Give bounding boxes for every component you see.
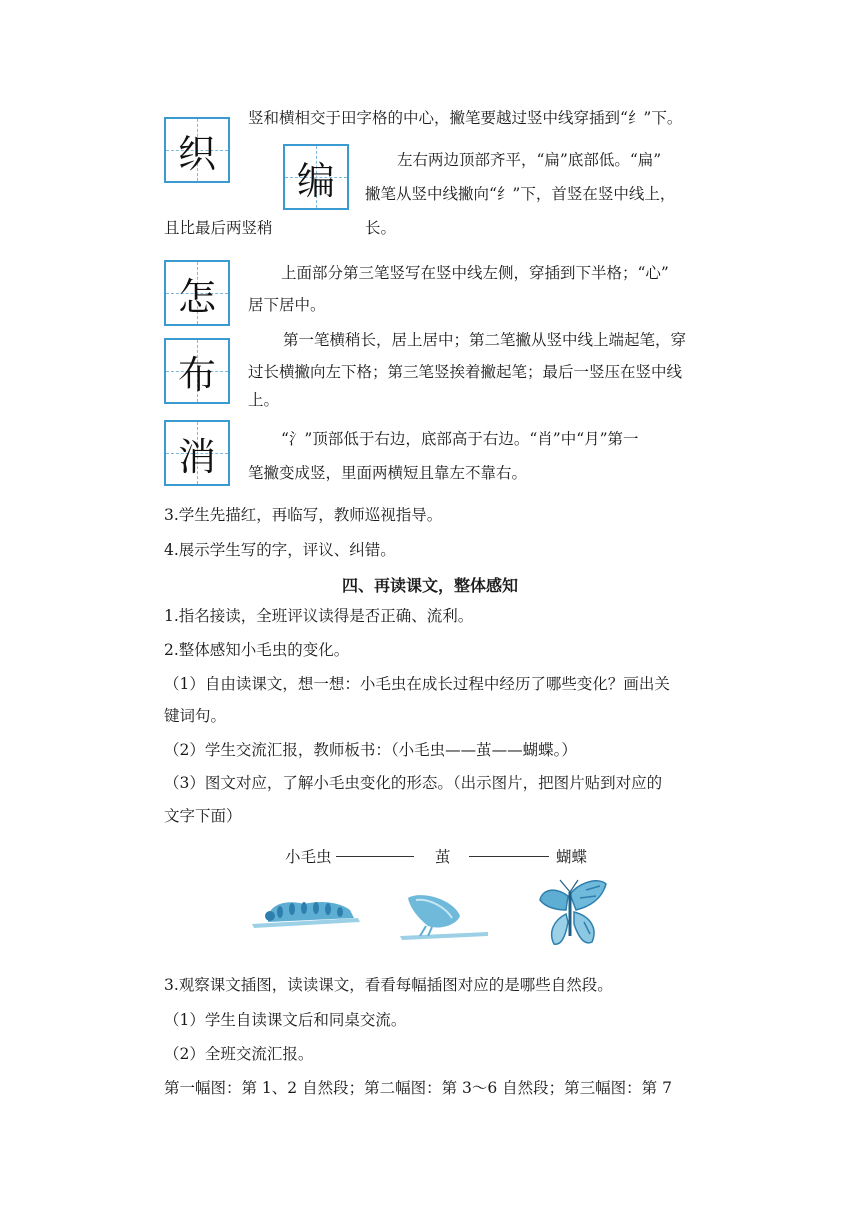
xiao-text-1: “氵”顶部低于右边，底部高于右边。“肖”中“月”第一 [281, 430, 639, 448]
section-heading: 四、再读课文，整体感知 [341, 576, 518, 595]
stage-caterpillar: 小毛虫 [285, 848, 332, 866]
char-zhi: 织 [177, 131, 216, 176]
char-xiao: 消 [177, 434, 216, 479]
char-bian: 编 [296, 158, 335, 203]
bu-text-2: 过长横撇向左下格；第三笔竖挨着撇起笔；最后一竖压在竖中线 [248, 363, 683, 381]
char-box-bu [164, 338, 230, 404]
stage-butterfly: 蝴蝶 [556, 848, 588, 866]
step-3: 3.学生先描红，再临写，教师巡视指导。 [164, 506, 443, 524]
butterfly-illustration [530, 876, 610, 956]
para-2-3a: （3）图文对应，了解小毛虫变化的形态。（出示图片，把图片贴到对应的 [164, 774, 663, 792]
para-2-1b: 键词句。 [164, 707, 227, 725]
para-3-1: （1）学生自读课文后和同桌交流。 [164, 1011, 407, 1029]
zen-text-1: 上面部分第三笔竖写在竖中线左侧，穿插到下半格；“心” [281, 264, 669, 282]
stage-cocoon: 茧 [435, 848, 451, 866]
cocoon-illustration [398, 886, 490, 942]
para-3-2: （2）全班交流汇报。 [164, 1045, 314, 1063]
para-2-2: （2）学生交流汇报，教师板书：（小毛虫——茧——蝴蝶。） [164, 741, 577, 759]
bian-text-3a: 且比最后两竖稍 [164, 219, 273, 237]
stage-line-1 [336, 856, 414, 857]
para-2-1a: （1）自由读课文，想一想：小毛虫在成长过程中经历了哪些变化？画出关 [164, 675, 670, 693]
char-box-zhi [164, 117, 230, 183]
bian-text-1: 左右两边顶部齐平，“扁”底部低。“扁” [397, 151, 662, 169]
bu-text-1: 第一笔横稍长，居上居中；第二笔撇从竖中线上端起笔，穿 [283, 331, 687, 349]
para-2-3b: 文字下面） [164, 807, 242, 825]
char-bu: 布 [177, 352, 216, 397]
caterpillar-illustration [250, 888, 362, 932]
step-4: 4.展示学生写的字，评议、纠错。 [164, 541, 396, 559]
xiao-text-2: 笔撇变成竖，里面两横短且靠左不靠右。 [248, 464, 528, 482]
bu-text-3: 上。 [248, 391, 280, 409]
para-3: 3.观察课文插图，读读课文，看看每幅插图对应的是哪些自然段。 [164, 976, 613, 994]
bian-text-2: 撇笔从竖中线撇向“纟”下，首竖在竖中线上， [365, 185, 676, 203]
zhi-text: 竖和横相交于田字格的中心，撇笔要越过竖中线穿插到“纟”下。 [248, 109, 683, 127]
zen-text-2: 居下居中。 [248, 296, 326, 314]
para-3-3: 第一幅图：第 1、2 自然段；第二幅图：第 3～6 自然段；第三幅图：第 7 [164, 1079, 672, 1097]
para-2: 2.整体感知小毛虫的变化。 [164, 641, 350, 659]
char-zen: 怎 [177, 274, 216, 319]
char-box-bian [283, 144, 349, 210]
bian-text-3b: 长。 [365, 219, 397, 237]
char-box-zen [164, 260, 230, 326]
stage-line-2 [469, 856, 549, 857]
para-1: 1.指名接读，全班评议读得是否正确、流利。 [164, 607, 474, 625]
char-box-xiao [164, 420, 230, 486]
